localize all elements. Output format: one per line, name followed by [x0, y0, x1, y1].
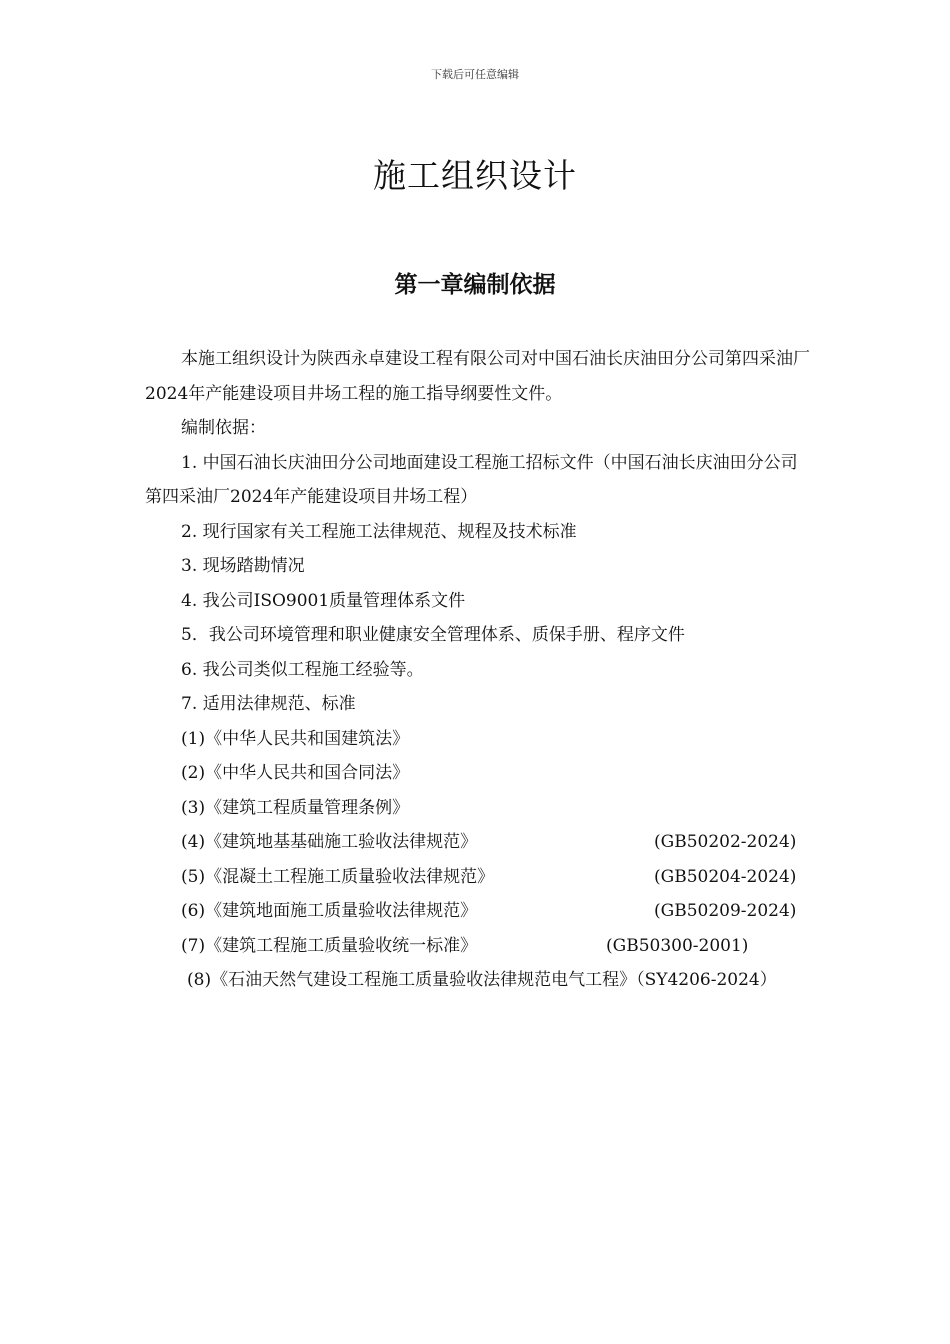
basis-item-3: 3. 现场踏勘情况: [181, 556, 305, 576]
law-item-2: [145, 756, 810, 791]
law-title: (4)《建筑地基基础施工验收法律规范》: [181, 832, 478, 852]
header-note: 下载后可任意编辑: [431, 68, 519, 81]
document-title: 施工组织设计: [373, 156, 577, 195]
standard-code: (GB50209-2024): [654, 901, 797, 921]
law-title: (6)《建筑地面施工质量验收法律规范》: [181, 901, 478, 921]
law-title: (3)《建筑工程质量管理条例》: [181, 797, 410, 818]
basis-item-5: 5．我公司环境管理和职业健康安全管理体系、质保手册、程序文件: [181, 625, 685, 645]
standard-code: (GB50202-2024): [654, 832, 797, 852]
basis-item-2: 2. 现行国家有关工程施工法律规范、规程及技术标准: [181, 521, 577, 542]
chapter-title: 第一章编制依据: [394, 272, 556, 298]
document-body: [145, 342, 810, 998]
standard-code: (GB50204-2024): [654, 866, 797, 887]
law-item-6: [145, 894, 810, 929]
basis-item-1: 1. 中国石油长庆油田分公司地面建设工程施工招标文件（中国石油长庆油田分公司第四采油厂2024年产能建设项目井场工程）: [145, 452, 798, 507]
law-item-5: [145, 860, 810, 895]
law-item-3: [145, 791, 810, 826]
law-title: (1)《中华人民共和国建筑法》: [181, 728, 410, 749]
intro-paragraph: 本施工组织设计为陕西永卓建设工程有限公司对中国石油长庆油田分公司第四采油厂2024年产能建设项目井场工程的施工指导纲要性文件。: [145, 349, 810, 404]
law-title: (2)《中华人民共和国合同法》: [181, 763, 410, 783]
basis-item-4: 4. 我公司ISO9001质量管理体系文件: [181, 590, 466, 611]
law-item-4: [145, 825, 810, 860]
basis-label: 编制依据：: [181, 418, 266, 438]
law-item-7: [145, 929, 810, 964]
law-item-1: [145, 722, 810, 757]
basis-item-7: 7. 适用法律规范、标准: [181, 694, 356, 714]
law-title: (5)《混凝土工程施工质量验收法律规范》: [181, 866, 495, 887]
law-item-8: (8)《石油天然气建设工程施工质量验收法律规范电气工程》（SY4206-2024）: [187, 970, 777, 990]
basis-item-6: 6. 我公司类似工程施工经验等。: [181, 659, 424, 680]
standard-code: (GB50300-2001): [606, 935, 749, 956]
law-title: (7)《建筑工程施工质量验收统一标准》: [181, 935, 478, 956]
